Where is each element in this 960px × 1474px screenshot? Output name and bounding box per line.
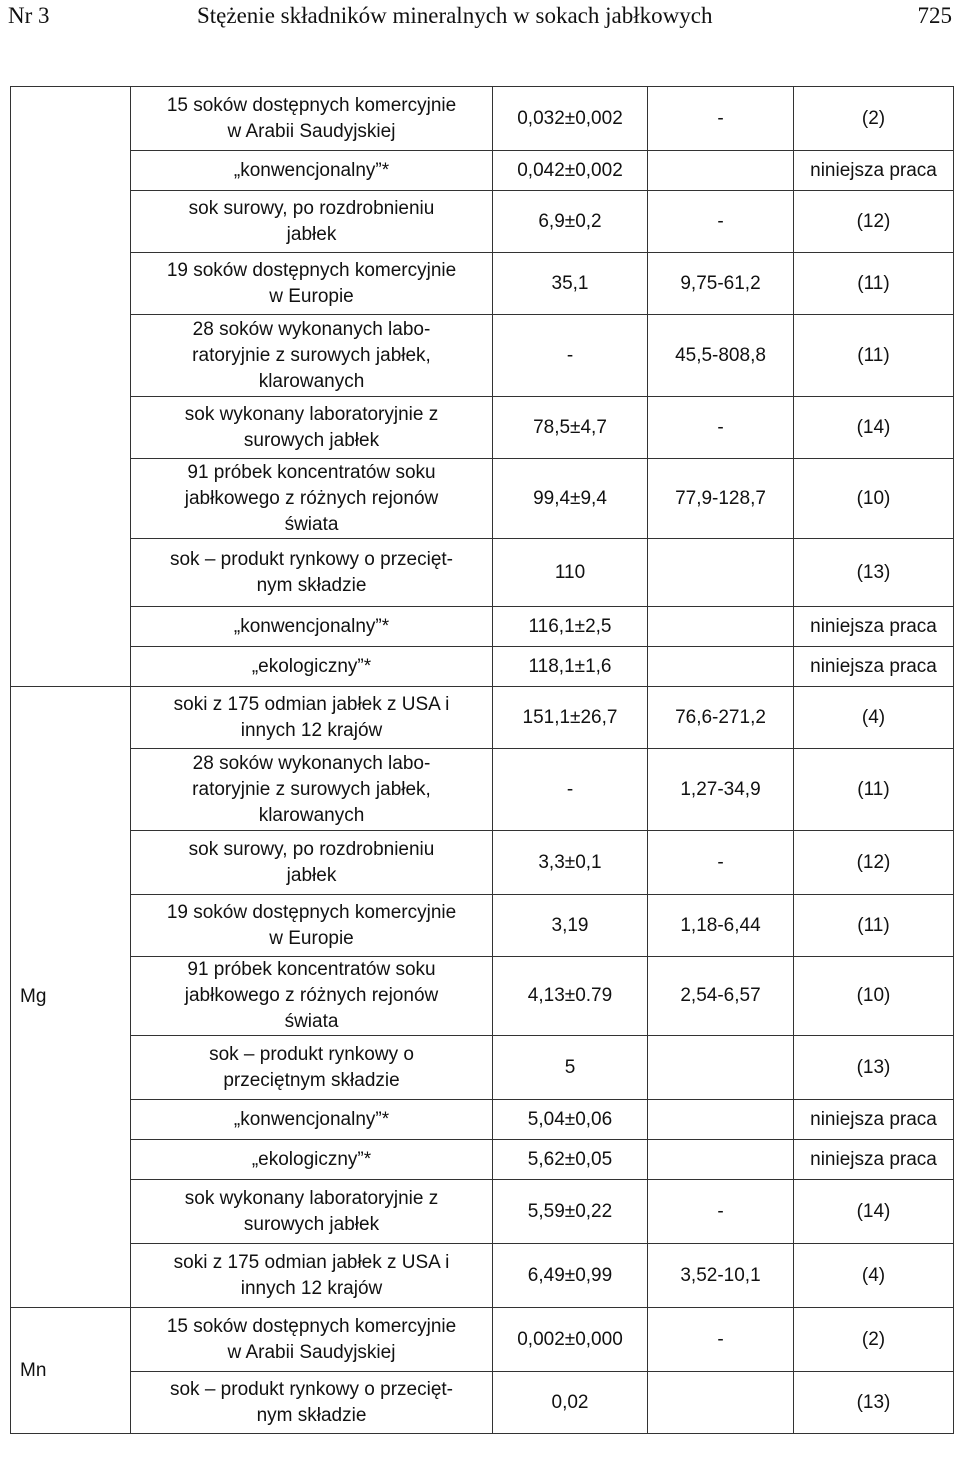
range-cell: -	[648, 1180, 794, 1244]
table-row	[11, 539, 954, 607]
range-cell: -	[648, 1308, 794, 1372]
value-cell: 3,19	[493, 895, 648, 957]
reference-cell: (11)	[794, 895, 954, 957]
table-row	[11, 191, 954, 253]
range-cell	[648, 1372, 794, 1434]
table-row	[11, 459, 954, 539]
source-cell: 28 soków wykonanych labo- ratoryjnie z surowych jabłek, klarowanych	[131, 315, 493, 397]
table-row	[11, 315, 954, 397]
table-row	[11, 647, 954, 687]
table-row	[11, 1308, 954, 1372]
range-cell	[648, 539, 794, 607]
source-cell: 15 soków dostępnych komercyjnie w Arabii Saudyjskiej	[131, 1308, 493, 1372]
table-row	[11, 1140, 954, 1180]
minerals-table	[10, 86, 954, 1434]
range-cell: 2,54-6,57	[648, 957, 794, 1036]
table-row	[11, 397, 954, 459]
value-cell: 78,5±4,7	[493, 397, 648, 459]
reference-cell: niniejsza praca	[794, 607, 954, 647]
source-cell: soki z 175 odmian jabłek z USA i innych 12 krajów	[131, 687, 493, 749]
reference-cell: niniejsza praca	[794, 151, 954, 191]
table-row	[11, 1180, 954, 1244]
element-cell: Mn	[11, 1308, 131, 1434]
range-cell	[648, 647, 794, 687]
source-cell: „konwencjonalny”*	[131, 607, 493, 647]
reference-cell: (12)	[794, 831, 954, 895]
reference-cell: (13)	[794, 1372, 954, 1434]
value-cell: 6,9±0,2	[493, 191, 648, 253]
range-cell: 1,18-6,44	[648, 895, 794, 957]
value-cell: 116,1±2,5	[493, 607, 648, 647]
value-cell: 4,13±0.79	[493, 957, 648, 1036]
source-cell: 15 soków dostępnych komercyjnie w Arabii Saudyjskiej	[131, 87, 493, 151]
value-cell: 5,62±0,05	[493, 1140, 648, 1180]
source-cell: sok surowy, po rozdrobnieniu jabłek	[131, 831, 493, 895]
range-cell: 76,6-271,2	[648, 687, 794, 749]
value-cell: 6,49±0,99	[493, 1244, 648, 1308]
source-cell: 19 soków dostępnych komercyjnie w Europie	[131, 895, 493, 957]
reference-cell: (2)	[794, 1308, 954, 1372]
range-cell: 77,9-128,7	[648, 459, 794, 539]
source-cell: „konwencjonalny”*	[131, 1100, 493, 1140]
value-cell: -	[493, 749, 648, 831]
reference-cell: niniejsza praca	[794, 1140, 954, 1180]
range-cell: -	[648, 87, 794, 151]
reference-cell: (4)	[794, 1244, 954, 1308]
table-row	[11, 1100, 954, 1140]
reference-cell: (13)	[794, 1036, 954, 1100]
table-row	[11, 607, 954, 647]
value-cell: 35,1	[493, 253, 648, 315]
value-cell: 0,042±0,002	[493, 151, 648, 191]
table-row	[11, 749, 954, 831]
table-row	[11, 895, 954, 957]
element-cell	[11, 87, 131, 687]
source-cell: sok surowy, po rozdrobnieniu jabłek	[131, 191, 493, 253]
source-cell: soki z 175 odmian jabłek z USA i innych 12 krajów	[131, 1244, 493, 1308]
reference-cell: niniejsza praca	[794, 1100, 954, 1140]
range-cell: -	[648, 831, 794, 895]
range-cell	[648, 151, 794, 191]
issue-number: Nr 3	[8, 3, 50, 28]
value-cell: 99,4±9,4	[493, 459, 648, 539]
table-row	[11, 687, 954, 749]
range-cell	[648, 1140, 794, 1180]
value-cell: 5	[493, 1036, 648, 1100]
table-body	[11, 87, 954, 1434]
page-number: 725	[917, 3, 952, 28]
source-cell: sok – produkt rynkowy o przecięt- nym składzie	[131, 1372, 493, 1434]
value-cell: 5,04±0,06	[493, 1100, 648, 1140]
reference-cell: (11)	[794, 315, 954, 397]
reference-cell: (10)	[794, 957, 954, 1036]
reference-cell: (2)	[794, 87, 954, 151]
page-header	[0, 0, 960, 40]
source-cell: sok – produkt rynkowy o przecięt- nym składzie	[131, 539, 493, 607]
running-title: Stężenie składników mineralnych w sokach jabłkowych	[197, 3, 713, 28]
source-cell: sok wykonany laboratoryjnie z surowych jabłek	[131, 397, 493, 459]
reference-cell: (11)	[794, 749, 954, 831]
range-cell: 3,52-10,1	[648, 1244, 794, 1308]
reference-cell: (4)	[794, 687, 954, 749]
source-cell: 28 soków wykonanych labo- ratoryjnie z surowych jabłek, klarowanych	[131, 749, 493, 831]
table-row	[11, 151, 954, 191]
source-cell: „ekologiczny”*	[131, 1140, 493, 1180]
table-row	[11, 1372, 954, 1434]
value-cell: 151,1±26,7	[493, 687, 648, 749]
range-cell: -	[648, 191, 794, 253]
value-cell: 0,002±0,000	[493, 1308, 648, 1372]
reference-cell: niniejsza praca	[794, 647, 954, 687]
table-row	[11, 87, 954, 151]
source-cell: 19 soków dostępnych komercyjnie w Europie	[131, 253, 493, 315]
value-cell: 118,1±1,6	[493, 647, 648, 687]
value-cell: 0,02	[493, 1372, 648, 1434]
value-cell: -	[493, 315, 648, 397]
reference-cell: (12)	[794, 191, 954, 253]
source-cell: sok – produkt rynkowy o przeciętnym składzie	[131, 1036, 493, 1100]
reference-cell: (13)	[794, 539, 954, 607]
table-row	[11, 1036, 954, 1100]
range-cell: 1,27-34,9	[648, 749, 794, 831]
range-cell	[648, 1036, 794, 1100]
value-cell: 3,3±0,1	[493, 831, 648, 895]
range-cell: 45,5-808,8	[648, 315, 794, 397]
value-cell: 110	[493, 539, 648, 607]
reference-cell: (14)	[794, 1180, 954, 1244]
table-row	[11, 957, 954, 1036]
table-row	[11, 831, 954, 895]
table-row	[11, 253, 954, 315]
range-cell	[648, 1100, 794, 1140]
table-row	[11, 1244, 954, 1308]
source-cell: „ekologiczny”*	[131, 647, 493, 687]
value-cell: 0,032±0,002	[493, 87, 648, 151]
element-cell: Mg	[11, 687, 131, 1308]
reference-cell: (10)	[794, 459, 954, 539]
value-cell: 5,59±0,22	[493, 1180, 648, 1244]
range-cell: 9,75-61,2	[648, 253, 794, 315]
reference-cell: (11)	[794, 253, 954, 315]
reference-cell: (14)	[794, 397, 954, 459]
range-cell	[648, 607, 794, 647]
range-cell: -	[648, 397, 794, 459]
source-cell: 91 próbek koncentratów soku jabłkowego z różnych rejonów świata	[131, 957, 493, 1036]
source-cell: 91 próbek koncentratów soku jabłkowego z różnych rejonów świata	[131, 459, 493, 539]
source-cell: „konwencjonalny”*	[131, 151, 493, 191]
source-cell: sok wykonany laboratoryjnie z surowych jabłek	[131, 1180, 493, 1244]
